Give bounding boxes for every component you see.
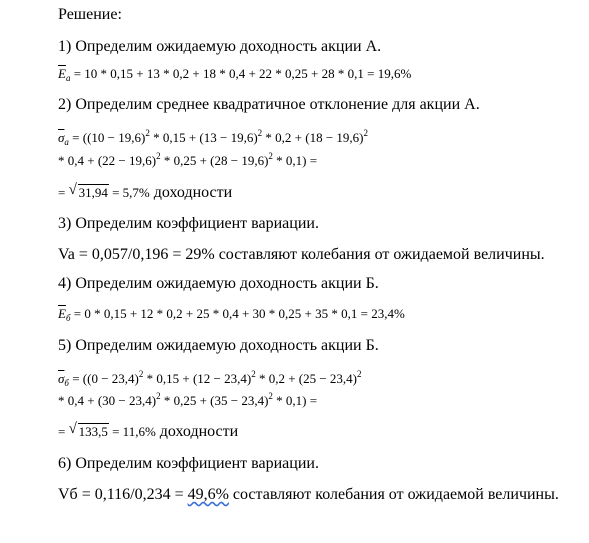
solution-heading: Решение: [58,6,122,23]
exponent: 2 [357,369,362,379]
formula-term: * 0,4 + (30 − 23,4) [58,393,157,408]
formula-subscript: б [64,378,69,388]
exponent: 2 [268,151,273,161]
exponent: 2 [363,128,368,138]
formula-term: * 0,1) = [272,153,318,168]
formula-subscript: а [65,73,71,83]
radicand: 31,94 [78,185,108,200]
variation-coefficient-a: Va = 0,057/0,196 = 29% составляют колебания от ожидаемой величины. [58,246,545,263]
result-prefix: = [58,185,69,200]
square-root [68,182,109,201]
square-root [68,421,109,440]
formula-symbol: $\overline{E}$ [58,66,66,81]
step-5: 5) Определим ожидаемую доходность акции Б. [58,337,379,354]
step-4: 4) Определим ожидаемую доходность акции Б. [58,275,379,292]
formula-expression: = 0 * 0,15 + 12 * 0,2 + 25 * 0,4 + 30 * 0,25 + 35 * 0,1 = 23,4% [73,306,405,321]
formula-segments [72,130,368,145]
step-2: 2) Определим среднее квадратичное отклонение для акции А. [58,96,480,113]
formula-term: * 0,1) = [272,393,318,408]
variation-b-highlight: 49,6% [187,486,229,503]
formula-term: = ((10 − 19,6) [72,130,146,145]
variation-b-after: составляют колебания от ожидаемой величины. [228,486,559,503]
formula-term: * 0,25 + (35 − 23,4) [160,393,269,408]
formula-term: * 0,15 + (12 − 23,4) [143,371,252,386]
formula-term: = ((0 − 23,4) [72,371,139,386]
exponent: 2 [138,369,144,379]
formula-expected-return-b [58,306,405,323]
formula-std-dev-a-line2 [58,151,317,169]
result-value: = 11,6% [108,424,156,439]
exponent: 2 [257,128,263,138]
formula-term: * 0,2 + (18 − 19,6) [262,130,364,145]
formula-term: * 0,25 + (28 − 19,6) [160,153,269,168]
step-3: 3) Определим коэффициент вариации. [58,215,319,232]
formula-symbol: $\overline{E}$ [58,306,66,321]
formula-expression: = 10 * 0,15 + 13 * 0,2 + 18 * 0,4 + 22 * 0,25 + 28 * 0,1 = 19,6% [73,66,412,81]
formula-subscript: б [65,313,71,323]
formula-std-dev-b-result [58,423,238,441]
formula-term: * 0,2 + (25 − 23,4) [255,371,358,386]
exponent: 2 [251,369,256,379]
exponent: 2 [145,128,150,138]
formula-term: * 0,15 + (13 − 19,6) [149,130,258,145]
result-suffix: доходности [155,423,239,440]
variation-b-before: Vб = 0,116/0,234 = [58,486,188,503]
radicand: 133,5 [78,424,108,439]
variation-coefficient-b [16,484,573,506]
exponent: 2 [156,151,161,161]
formula-term: * 0,4 + (22 − 19,6) [58,153,157,168]
formula-symbol: $\overline{\sigma}$ [58,371,65,386]
exponent: 2 [156,391,161,401]
formula-expected-return-a [58,66,411,83]
formula-subscript: а [64,137,69,147]
step-1: 1) Определим ожидаемую доходность акции А. [58,38,382,55]
step-6: 6) Определим коэффициент вариации. [58,455,319,472]
result-suffix: доходности [149,184,233,201]
formula-std-dev-b-line1 [58,369,362,388]
formula-segments [58,153,317,168]
result-value: = 5,7% [108,185,150,200]
formula-segments [58,393,317,408]
formula-segments [72,371,361,386]
radical-sign-icon: √ [68,182,77,198]
result-prefix: = [58,424,69,439]
formula-symbol: $\overline{\sigma}$ [58,130,65,145]
exponent: 2 [268,391,273,401]
formula-std-dev-a-result [58,184,232,202]
formula-std-dev-b-line2 [58,391,317,409]
formula-std-dev-a-line1 [58,128,368,147]
radical-sign-icon: √ [68,421,77,437]
